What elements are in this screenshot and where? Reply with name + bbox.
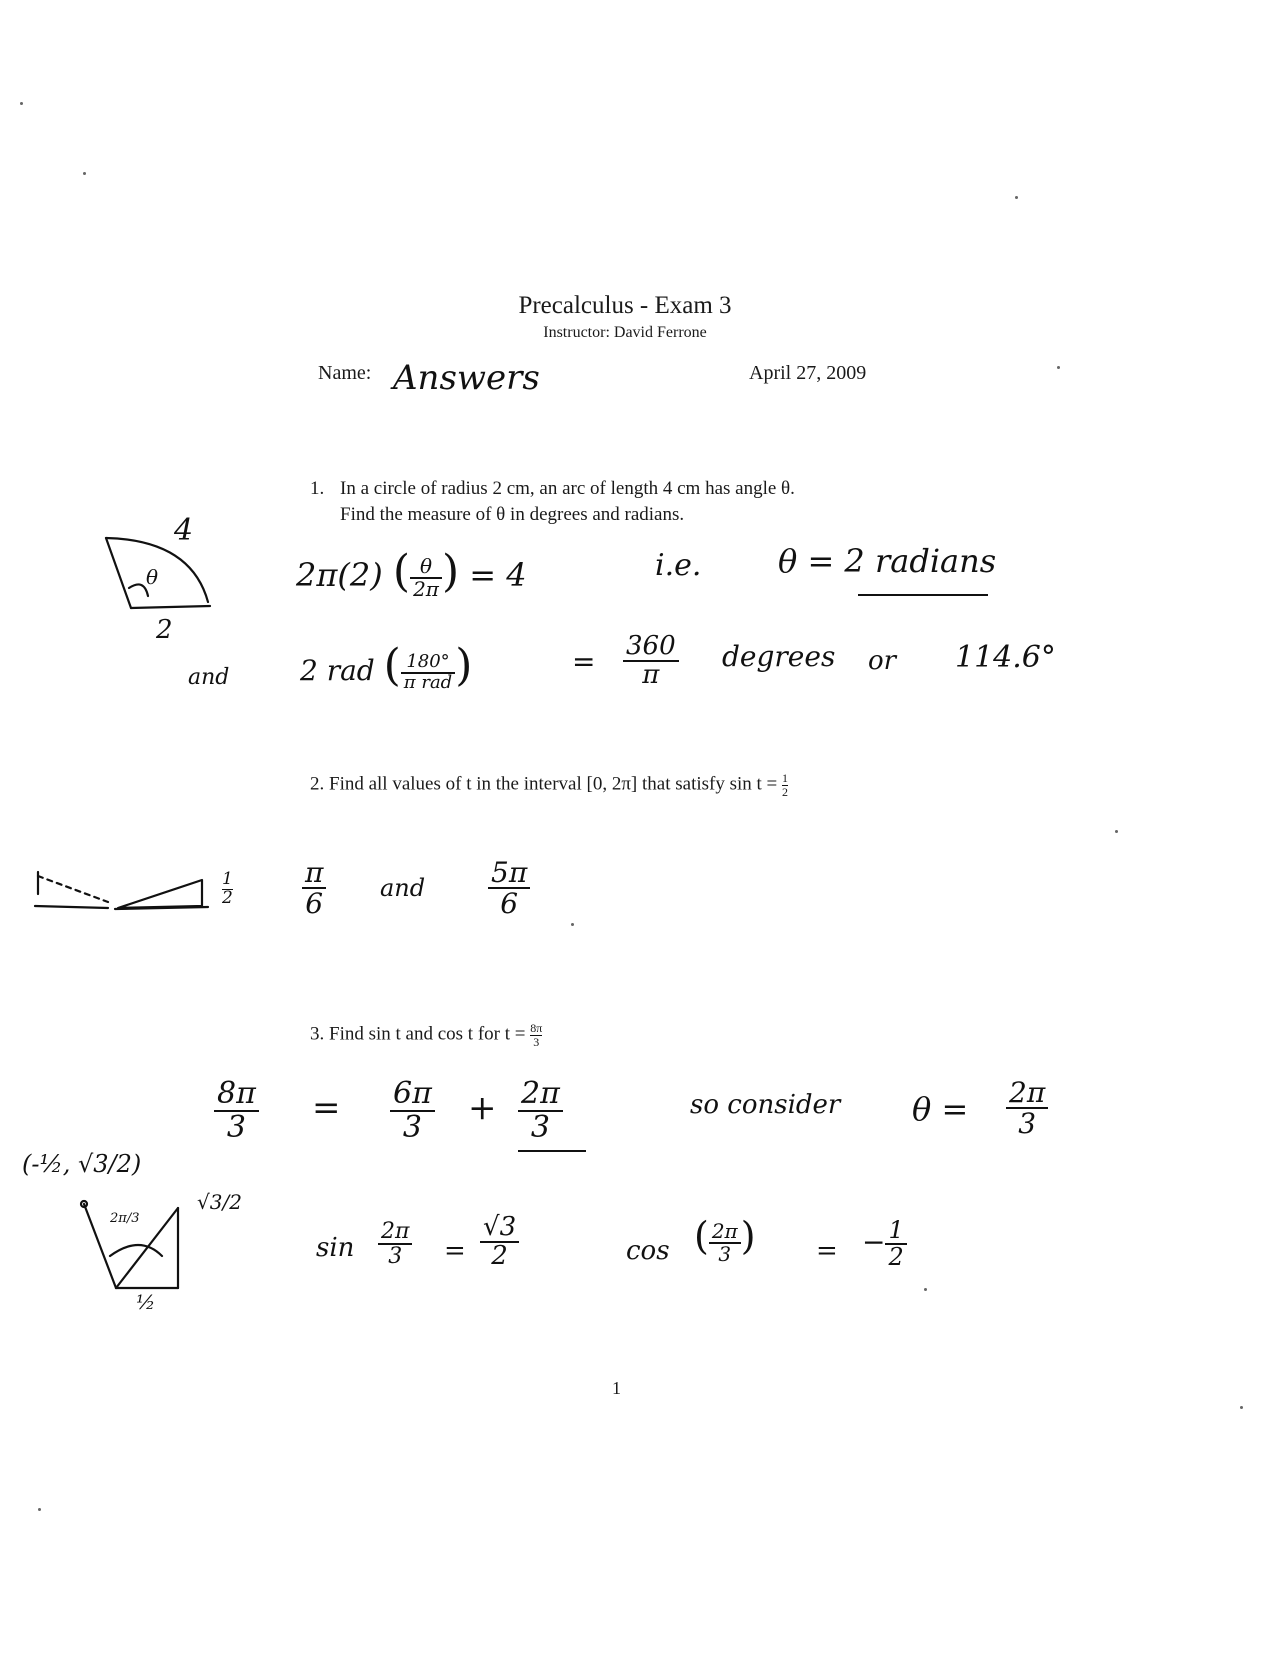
q1-eq-lhs: 2π(2)	[296, 556, 383, 594]
q3-b-num: 6π	[390, 1078, 435, 1112]
q1-sector-sketch	[96, 510, 226, 650]
q3-d-fraction	[1006, 1078, 1048, 1139]
q2-side-den: 2	[222, 887, 233, 908]
sector-angle-label: θ	[146, 565, 159, 589]
q3-c-underline	[518, 1150, 586, 1152]
q3-eq: =	[312, 1088, 341, 1128]
q1-degrees-fraction	[623, 633, 679, 690]
q3-point-label: (-½, √3/2)	[22, 1150, 142, 1178]
q1-text-line1: In a circle of radius 2 cm, an arc of length 4 cm has angle θ.	[340, 478, 795, 499]
q3-b-fraction	[390, 1078, 435, 1143]
q1-eq-line2: 2 rad ( $\frac{180^\circ}{\text{π rad}}$ )	[300, 640, 473, 693]
sector-radius-top	[106, 538, 131, 608]
scan-speck	[83, 172, 86, 175]
q3-sin-num: √3	[480, 1214, 519, 1243]
q2-side-num: 1	[222, 869, 233, 889]
q1-eq-frac-num: θ	[410, 556, 442, 579]
q3-a-fraction	[214, 1078, 259, 1143]
q3-c-fraction	[518, 1078, 563, 1143]
q2-v2-den: 6	[500, 887, 519, 921]
q3-c-den: 3	[530, 1109, 550, 1145]
q3-cos-den: 2	[888, 1243, 904, 1272]
q3-number: 3.	[310, 1023, 325, 1045]
name-label: Name:	[318, 362, 372, 384]
q3-cos-label: cos	[626, 1236, 670, 1266]
q3-cos-eq: =	[816, 1236, 838, 1266]
q3-sketch-angle: 2π/3	[110, 1211, 140, 1226]
exam-date: April 27, 2009	[749, 362, 867, 384]
sector-radius-label: 2	[156, 615, 173, 645]
q1-text-line2: Find the measure of θ in degrees and radians.	[340, 504, 685, 525]
q3-sketch-base: ½	[136, 1290, 156, 1314]
q2-text-num: 1	[782, 771, 789, 785]
sector-arc-label: 4	[174, 513, 194, 548]
q3-question	[310, 1022, 542, 1048]
q1-deg-den: π	[642, 660, 660, 691]
q1-result-radians: θ = 2 radians	[778, 542, 997, 580]
q3-angle-arc	[110, 1245, 162, 1256]
scan-speck	[924, 1288, 927, 1291]
q3-plus: +	[468, 1088, 497, 1128]
q3-a-num: 8π	[214, 1078, 259, 1112]
q2-v1-den: 6	[305, 887, 324, 921]
scan-speck	[1015, 196, 1018, 199]
q1-and: and	[188, 665, 230, 690]
q2-v2-num: 5π	[488, 858, 530, 889]
q2-question	[310, 772, 788, 798]
q3-cos-value	[862, 1218, 907, 1270]
q1-approx-degrees: 114.6°	[955, 640, 1056, 675]
q3-text-num: 8π	[530, 1021, 543, 1035]
q2-value-1	[302, 858, 326, 919]
scan-speck	[20, 102, 23, 105]
q3-cos-arg-num: 2π	[709, 1221, 741, 1244]
sector-base	[131, 606, 210, 608]
q3-sin-arg	[378, 1220, 412, 1268]
scan-speck	[571, 923, 574, 926]
q2-and: and	[380, 874, 426, 902]
q1-deg-num: 360	[623, 633, 679, 662]
q3-d-den: 3	[1018, 1107, 1037, 1141]
q1-conv-equals: =	[572, 645, 596, 678]
q3-sin-eq: =	[444, 1236, 466, 1266]
q3-sin-value	[480, 1214, 519, 1271]
q1-eq-frac-den: 2π	[413, 576, 439, 601]
q3-text: Find sin t and cos t for t =	[329, 1023, 526, 1045]
q3-cos-arg-den: 3	[718, 1241, 732, 1266]
q2-text-den: 2	[782, 784, 789, 799]
q3-d-num: 2π	[1006, 1078, 1048, 1109]
instructor-line: Instructor: David Ferrone	[543, 324, 707, 341]
q1-degrees-word: degrees	[722, 640, 836, 673]
q2-triangle	[118, 880, 202, 908]
q3-cos-num: 1	[885, 1218, 906, 1245]
q3-a-den: 3	[226, 1109, 246, 1145]
q3-c-num: 2π	[518, 1078, 563, 1112]
q1-conv-lhs: 2 rad	[300, 654, 375, 687]
q2-side-label	[222, 871, 233, 908]
scan-speck	[1115, 830, 1118, 833]
q1-conv-den: π rad	[403, 671, 453, 693]
q1-result-underline	[858, 594, 988, 596]
q3-sin-arg-num: 2π	[378, 1220, 412, 1245]
name-answer: Answers	[393, 358, 540, 398]
q1-ie: i.e.	[655, 548, 702, 583]
q1-eq-line1: 2π(2) ( $\frac{\theta}{2\pi}$ ) = 4	[296, 546, 527, 601]
q3-theta-eq: θ =	[912, 1090, 969, 1128]
q3-cos-arg: ( $\frac{2\pi}{3}$ )	[694, 1214, 756, 1266]
scan-speck	[38, 1508, 41, 1511]
q2-v1-num: π	[302, 858, 326, 889]
q3-b-den: 3	[402, 1109, 422, 1145]
scan-speck	[1057, 366, 1060, 369]
q2-dashed-ray	[38, 876, 108, 902]
q1-or: or	[868, 646, 897, 676]
q3-sin-den: 2	[491, 1241, 508, 1272]
q2-left-base	[35, 906, 108, 908]
exam-title: Precalculus - Exam 3	[518, 292, 732, 319]
q3-text-den: 3	[533, 1034, 540, 1049]
q3-cos-sign: −	[862, 1225, 886, 1259]
scan-speck	[1240, 1406, 1243, 1409]
q3-sin-label: sin	[316, 1233, 355, 1263]
q1-number: 1.	[310, 478, 325, 499]
q3-consider: so consider	[690, 1090, 841, 1120]
q2-value-2	[488, 858, 530, 919]
q3-sketch-side: √3/2	[197, 1190, 242, 1214]
q1-eq-rhs: = 4	[469, 556, 527, 594]
page-number: 1	[612, 1378, 621, 1398]
q1-conv-num: 180°	[401, 653, 455, 674]
q2-number: 2.	[310, 773, 325, 795]
q3-sin-arg-den: 3	[388, 1244, 403, 1270]
q2-text: Find all values of t in the interval [0, 2π] that satisfy sin t =	[329, 773, 778, 795]
